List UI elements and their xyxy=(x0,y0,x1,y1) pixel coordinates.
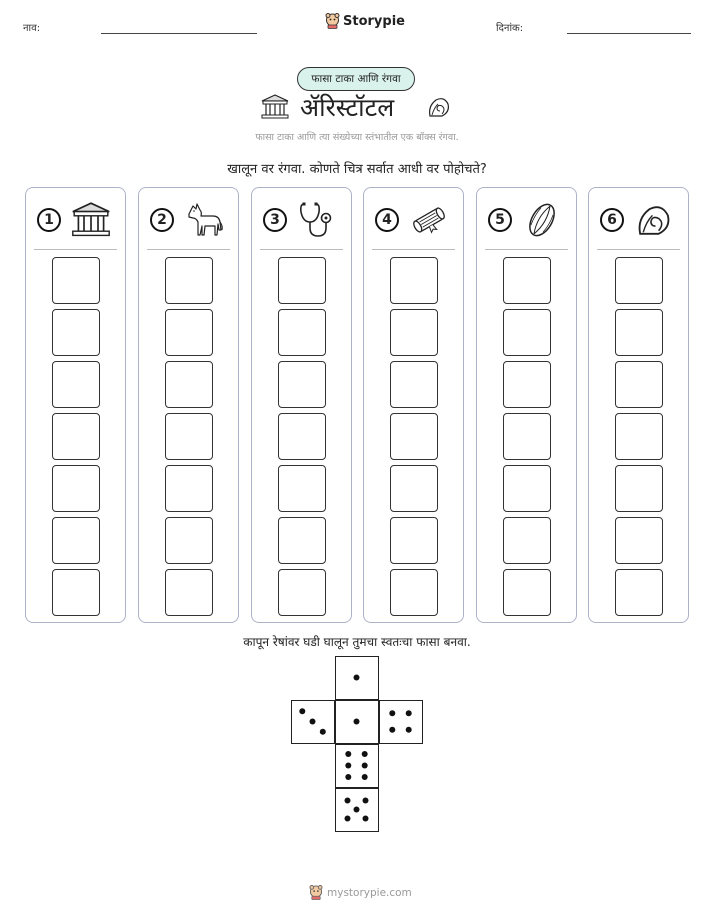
die-pip xyxy=(354,675,360,681)
die-pip xyxy=(406,710,412,716)
storypie-mascot-icon xyxy=(325,13,340,29)
color-box[interactable] xyxy=(52,465,100,512)
color-box[interactable] xyxy=(390,517,438,564)
color-box[interactable] xyxy=(503,517,551,564)
column-number: 5 xyxy=(488,208,512,232)
die-pip xyxy=(362,763,368,769)
die-face xyxy=(335,788,379,832)
color-box[interactable] xyxy=(165,413,213,460)
color-box[interactable] xyxy=(503,569,551,616)
color-box[interactable] xyxy=(165,257,213,304)
column-6 xyxy=(588,187,689,623)
die-pip xyxy=(362,774,368,780)
color-box[interactable] xyxy=(390,257,438,304)
color-box[interactable] xyxy=(52,517,100,564)
color-box[interactable] xyxy=(390,413,438,460)
die-pip xyxy=(345,751,351,757)
color-box[interactable] xyxy=(503,309,551,356)
die-pip xyxy=(320,729,326,735)
greek-temple-icon xyxy=(260,93,290,121)
color-box[interactable] xyxy=(390,361,438,408)
column-divider xyxy=(485,249,568,250)
column-number: 3 xyxy=(263,208,287,232)
color-box[interactable] xyxy=(278,517,326,564)
color-box[interactable] xyxy=(615,309,663,356)
color-box[interactable] xyxy=(390,309,438,356)
date-label: दिनांक: xyxy=(496,23,524,34)
die-face xyxy=(335,744,379,788)
storypie-mascot-icon xyxy=(309,885,323,900)
die-pip xyxy=(354,719,360,725)
die-face xyxy=(335,656,379,700)
die-pip xyxy=(345,763,351,769)
die-pip xyxy=(406,727,412,733)
column-divider xyxy=(260,249,343,250)
seashell-icon xyxy=(633,200,675,240)
seed-icon xyxy=(521,200,563,240)
color-box[interactable] xyxy=(278,361,326,408)
name-line[interactable] xyxy=(101,33,257,34)
die-pip xyxy=(363,816,369,822)
stethoscope-icon xyxy=(296,200,338,240)
subtitle: फासा टाका आणि त्या संख्येच्या स्तंभातील एक बॉक्स रंगवा. xyxy=(255,132,459,143)
page-title: ॲरिस्टॉटल xyxy=(300,93,395,122)
cut-instruction: कापून रेषांवर घडी घालून तुमचा स्वतःचा फासा बनवा. xyxy=(243,635,471,649)
color-box[interactable] xyxy=(165,569,213,616)
column-divider xyxy=(147,249,230,250)
brand-name: Storypie xyxy=(343,13,405,29)
color-box[interactable] xyxy=(615,517,663,564)
column-4 xyxy=(363,187,464,623)
column-3 xyxy=(251,187,352,623)
instruction: खालून वर रंगवा. कोणते चित्र सर्वात आधी वर पोहोचते? xyxy=(227,162,487,177)
scroll-icon xyxy=(408,200,450,240)
color-box[interactable] xyxy=(503,361,551,408)
color-box[interactable] xyxy=(615,465,663,512)
brand-logo xyxy=(325,13,405,29)
color-box[interactable] xyxy=(278,309,326,356)
color-box[interactable] xyxy=(52,569,100,616)
horse-icon xyxy=(183,200,225,240)
die-pip xyxy=(299,708,305,714)
seashell-icon xyxy=(426,94,452,120)
date-line[interactable] xyxy=(567,33,691,34)
footer xyxy=(309,885,412,900)
greek-temple-icon xyxy=(70,200,112,240)
column-number: 1 xyxy=(37,208,61,232)
column-number: 6 xyxy=(600,208,624,232)
footer-url[interactable]: mystorypie.com xyxy=(327,886,412,899)
color-box[interactable] xyxy=(165,361,213,408)
die-pip xyxy=(362,751,368,757)
die-face xyxy=(291,700,335,744)
color-box[interactable] xyxy=(165,465,213,512)
color-box[interactable] xyxy=(503,413,551,460)
color-box[interactable] xyxy=(165,309,213,356)
color-box[interactable] xyxy=(615,569,663,616)
color-box[interactable] xyxy=(278,257,326,304)
column-5 xyxy=(476,187,577,623)
color-box[interactable] xyxy=(503,257,551,304)
die-face xyxy=(379,700,423,744)
color-box[interactable] xyxy=(615,257,663,304)
column-divider xyxy=(34,249,117,250)
color-box[interactable] xyxy=(278,413,326,460)
color-box[interactable] xyxy=(52,413,100,460)
activity-tag: फासा टाका आणि रंगवा xyxy=(297,67,415,91)
color-box[interactable] xyxy=(52,257,100,304)
color-box[interactable] xyxy=(503,465,551,512)
die-pip xyxy=(363,798,369,804)
color-box[interactable] xyxy=(52,361,100,408)
die-pip xyxy=(389,710,395,716)
die-pip xyxy=(345,816,351,822)
die-pip xyxy=(354,807,360,813)
color-box[interactable] xyxy=(52,309,100,356)
die-pip xyxy=(310,719,316,725)
color-box[interactable] xyxy=(615,361,663,408)
die-pip xyxy=(389,727,395,733)
color-box[interactable] xyxy=(165,517,213,564)
column-1 xyxy=(25,187,126,623)
color-box[interactable] xyxy=(615,413,663,460)
color-box[interactable] xyxy=(278,569,326,616)
column-number: 2 xyxy=(150,208,174,232)
die-face xyxy=(335,700,379,744)
color-box[interactable] xyxy=(390,465,438,512)
die-pip xyxy=(345,774,351,780)
color-box[interactable] xyxy=(278,465,326,512)
column-divider xyxy=(597,249,680,250)
column-divider xyxy=(372,249,455,250)
die-pip xyxy=(345,798,351,804)
column-2 xyxy=(138,187,239,623)
name-label: नाव: xyxy=(23,23,41,34)
column-number: 4 xyxy=(375,208,399,232)
color-box[interactable] xyxy=(390,569,438,616)
